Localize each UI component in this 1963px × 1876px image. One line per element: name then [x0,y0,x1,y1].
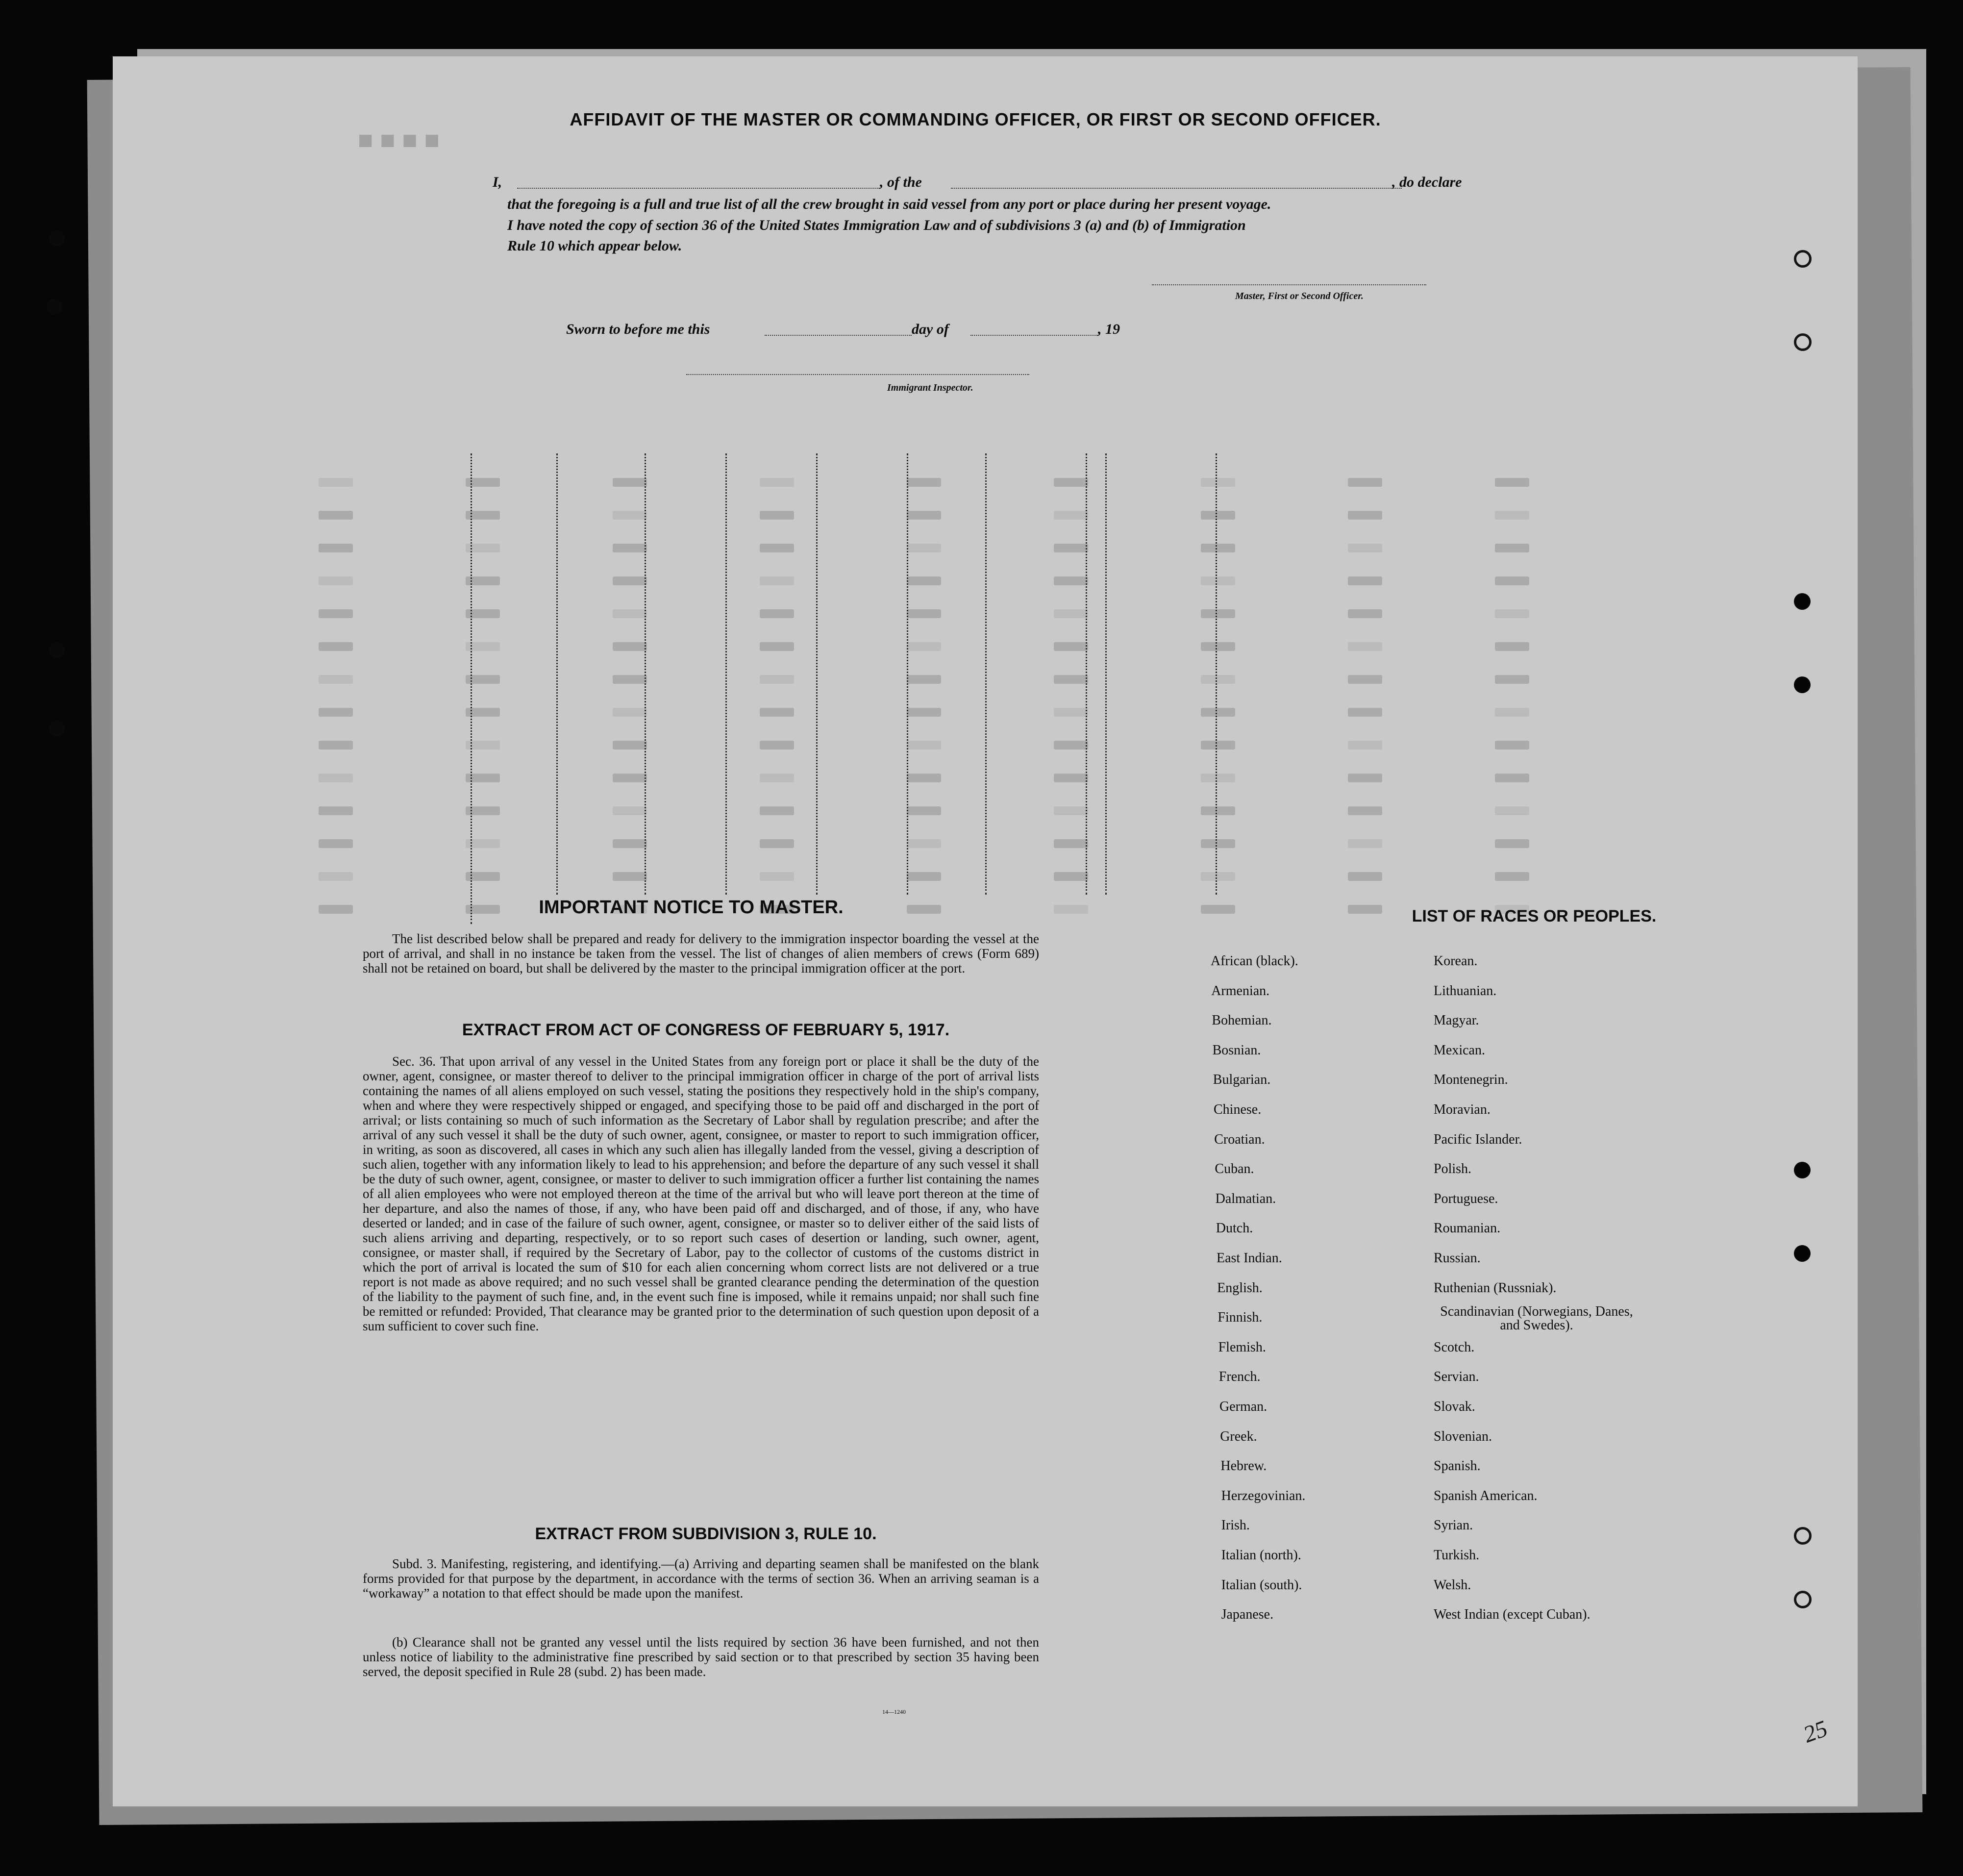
punch-hole [49,230,65,246]
sworn-mid: day of [912,321,949,337]
bleed-through-mark [760,576,794,585]
form-number: 14—1240 [882,1708,906,1715]
race-item: Bosnian. [1212,1042,1261,1058]
sworn-end: , 19 [1098,321,1120,337]
bleed-through-mark [1054,905,1088,914]
bleed-through-mark [1348,576,1382,585]
race-item: Ruthenian (Russniak). [1434,1280,1557,1296]
bleed-through-mark [319,708,353,717]
race-item: Irish. [1221,1518,1250,1533]
bleed-through-mark [760,478,794,487]
bleed-through-mark [1495,774,1529,782]
bleed-through-mark [760,839,794,848]
race-item: Slovak. [1434,1399,1475,1414]
bleed-through-mark [907,675,941,684]
race-item: Moravian. [1434,1102,1491,1117]
race-item: Russian. [1434,1251,1481,1266]
race-item: German. [1219,1399,1267,1414]
bleed-through-mark [613,675,647,684]
race-item: Japanese. [1221,1607,1274,1623]
race-item: Pacific Islander. [1434,1131,1522,1147]
bleed-through-mark [1495,675,1529,684]
bleed-through-mark [1054,741,1088,750]
bleed-through-mark [760,774,794,782]
bleed-through-mark [760,609,794,618]
bleed-through-mark [907,511,941,520]
notice-title: IMPORTANT NOTICE TO MASTER. [539,897,844,918]
affidavit-line3: I have noted the copy of section 36 of the United States Immigration Law and of subdivisions 3 (a) and (b) of Immigration [507,217,1246,233]
bleed-through-mark [760,708,794,717]
act-title: EXTRACT FROM ACT OF CONGRESS OF FEBRUARY 5, 1917. [462,1021,950,1039]
notice-body: The list described below shall be prepared and ready for delivery to the immigration inspector boarding the vessel at the port of arrival, and shall in no instance be taken from the vessel. The list of changes of alien members of crews (Form 689) shall not be retained on board, but shall be delivered by the master to the principal immigration officer at the port. [363,931,1039,976]
bleed-through-mark [613,544,647,552]
punch-hole [1794,1527,1812,1545]
race-item: Syrian. [1434,1518,1473,1533]
bleed-through-mark [1348,872,1382,881]
race-item: Spanish American. [1434,1488,1538,1503]
race-item: Korean. [1434,953,1478,969]
punch-hole [1794,676,1811,693]
bleed-through-mark [907,478,941,487]
bleed-through-mark [1348,478,1382,487]
bleed-through-row [319,544,1642,556]
bleed-through-row [319,675,1642,688]
bleed-through-mark [1201,806,1235,815]
bleed-through-mark [1495,609,1529,618]
column-rule [725,453,727,895]
bleed-through-mark [319,609,353,618]
vessel-blank [951,188,1402,189]
affidavit-line1-end: , do declare [1392,174,1462,190]
race-item: Servian. [1434,1369,1479,1385]
race-item: English. [1217,1280,1263,1296]
bleed-through-mark [760,741,794,750]
race-item: Herzegovinian. [1221,1488,1306,1503]
race-item: African (black). [1211,953,1298,969]
bleed-through-mark [907,708,941,717]
bleed-through-mark [1201,708,1235,717]
bleed-through-mark [1054,511,1088,520]
bleed-through-mark [319,806,353,815]
race-item: Montenegrin. [1434,1072,1508,1088]
rule-body-b: (b) Clearance shall not be granted any vessel until the lists required by section 36 have been furnished, and not then unless notice of liability to the administrative fine prescribed by said section or to that prescribed by section 35 having been served, the deposit specified in Rule 28 (subd. 2) has been made. [363,1635,1039,1679]
bleed-through-mark [613,642,647,651]
bleed-through-mark [613,741,647,750]
race-item: Flemish. [1218,1339,1266,1355]
race-item: Magyar. [1434,1013,1479,1028]
bleed-through-mark [613,609,647,618]
column-rule [1216,453,1217,895]
punch-hole [1794,250,1812,268]
bleed-through-mark [1054,872,1088,881]
bleed-through-mark [1495,544,1529,552]
punch-hole [1794,593,1811,610]
bleed-through-mark [1495,839,1529,848]
bleed-through-mark [760,642,794,651]
bleed-through-row [319,741,1642,753]
bleed-through-mark [319,839,353,848]
race-item: East Indian. [1217,1251,1282,1266]
affidavit-line2: that the foregoing is a full and true list of all the crew brought in said vessel from any port or place during her present voyage. [507,196,1271,212]
bleed-through-mark [1201,609,1235,618]
bleed-through-mark [1054,774,1088,782]
race-item: Lithuanian. [1434,983,1497,999]
affidavit-line4: Rule 10 which appear below. [507,238,682,254]
master-label: Master, First or Second Officer. [1235,291,1364,301]
bleed-through-mark [613,576,647,585]
race-item: Bulgarian. [1213,1072,1271,1088]
bleed-through-mark [1054,642,1088,651]
punch-hole [49,721,65,736]
column-rule [1086,453,1087,895]
bleed-through-mark [1495,511,1529,520]
race-item: Dutch. [1216,1221,1253,1236]
bleed-through-mark [319,872,353,881]
punch-hole [47,299,62,315]
race-item: Chinese. [1214,1102,1262,1117]
bleed-through-mark [907,576,941,585]
bleed-through-mark [1201,905,1235,914]
bleed-through-mark [1348,675,1382,684]
punch-hole [1794,333,1812,351]
column-rule [816,453,818,895]
race-item: Roumanian. [1434,1221,1501,1236]
document-page [113,56,1858,1806]
bleed-through-row [319,511,1642,524]
bleed-through-mark [1495,642,1529,651]
race-item: Scandinavian (Norwegians, Danes, and Swedes). [1440,1304,1633,1333]
bleed-through-mark [1201,544,1235,552]
punch-hole [1794,1245,1811,1262]
bleed-through-mark [1054,708,1088,717]
bleed-through-mark [1495,478,1529,487]
bleed-through-mark [1348,511,1382,520]
race-item: Mexican. [1434,1042,1485,1058]
sworn-start: Sworn to before me this [566,321,710,337]
bleed-through-mark [760,806,794,815]
name-blank [517,188,880,189]
bleed-through-mark [319,478,353,487]
bleed-through-mark [1348,544,1382,552]
bleed-through-mark [1348,609,1382,618]
punch-hole [1794,1591,1812,1608]
race-item: Slovenian. [1434,1428,1492,1444]
bleed-through-mark [1054,544,1088,552]
sworn-day-blank [765,335,912,336]
bleed-through-mark [613,839,647,848]
bleed-through-mark [319,642,353,651]
bleed-through-row [319,576,1642,589]
bleed-through-mark [907,806,941,815]
bleed-through-mark [1348,642,1382,651]
bleed-through-mark [1201,576,1235,585]
bleed-through-mark [1054,675,1088,684]
bleed-through-mark [1054,576,1088,585]
bleed-through-mark [319,905,353,914]
handwritten-page-number: 25 [1800,1715,1831,1748]
bleed-through-mark [1201,478,1235,487]
bleed-through-mark [907,774,941,782]
inspector-signature-line [686,374,1029,375]
race-item: Turkish. [1434,1548,1480,1563]
punch-hole [1794,1162,1811,1178]
race-item: Cuban. [1215,1161,1254,1177]
bleed-through-mark [907,872,941,881]
bleed-through-mark [760,872,794,881]
affidavit-line1-start: I, [493,174,502,190]
race-item: Croatian. [1214,1131,1265,1147]
bleed-through-mark [613,478,647,487]
bleed-through-mark [1054,806,1088,815]
bleed-through-mark [760,511,794,520]
bleed-through-row [319,839,1642,852]
bleed-through-mark [907,839,941,848]
bleed-through-mark [319,544,353,552]
race-item: West Indian (except Cuban). [1434,1607,1590,1623]
race-item: Italian (north). [1221,1548,1301,1563]
bleed-through-mark [319,511,353,520]
race-item: Welsh. [1434,1577,1471,1593]
race-item: Greek. [1220,1428,1257,1444]
bleed-through-mark [1201,642,1235,651]
affidavit-line1-mid: , of the [880,174,922,190]
bleed-through-mark [1495,806,1529,815]
bleed-through-row [319,708,1642,721]
bleed-through-mark [613,872,647,881]
race-item: Portuguese. [1434,1191,1498,1206]
bleed-through-mark [907,544,941,552]
bleed-through-mark [1201,774,1235,782]
bleed-through-mark [613,511,647,520]
race-item: Polish. [1434,1161,1472,1177]
bleed-through-row [319,774,1642,786]
bleed-through-mark [1348,741,1382,750]
bleed-through-mark [907,642,941,651]
bleed-through-row [319,872,1642,885]
bleed-through-mark [907,741,941,750]
races-title: LIST OF RACES OR PEOPLES. [1412,907,1657,925]
column-rule [907,453,908,895]
bleed-through-mark [613,708,647,717]
bleed-through-mark [613,806,647,815]
rule-title: EXTRACT FROM SUBDIVISION 3, RULE 10. [535,1525,877,1543]
race-item: Spanish. [1434,1458,1481,1474]
column-rule [645,453,646,895]
column-rule [985,453,987,895]
bleed-through-mark [1201,511,1235,520]
column-rule [556,453,558,895]
bleed-through-mark [760,544,794,552]
bleed-through-row [319,609,1642,622]
bleed-through-mark [1054,839,1088,848]
punch-hole [49,642,65,658]
master-signature-line [1152,284,1426,285]
bleed-through-row [319,806,1642,819]
race-item: Italian (south). [1221,1577,1302,1593]
bleed-through-mark [1348,839,1382,848]
rule-body-a: Subd. 3. Manifesting, registering, and identifying.—(a) Arriving and departing seamen shall be manifested on the blank forms provided for that purpose by the department, in accordance with the terms of section 36. When an arriving seaman is a “workaway” a notation to that effect should be made upon the manifest. [363,1556,1039,1601]
race-item: Armenian. [1211,983,1270,999]
bleed-through-mark [1495,708,1529,717]
bleed-through-mark [1201,675,1235,684]
inspector-label: Immigrant Inspector. [887,382,973,393]
bleed-through-row [319,478,1642,491]
affidavit-title: AFFIDAVIT OF THE MASTER OR COMMANDING OFFICER, OR FIRST OR SECOND OFFICER. [570,109,1381,129]
bleed-through-mark [319,741,353,750]
bleed-through-mark [1201,741,1235,750]
bleed-through-mark [319,576,353,585]
bleed-through-mark [1348,774,1382,782]
race-item: Hebrew. [1220,1458,1267,1474]
race-item: Scotch. [1434,1339,1475,1355]
bleed-through-mark [319,774,353,782]
column-rule [1105,453,1107,895]
bleed-through-mark [907,609,941,618]
bleed-through-mark [1495,872,1529,881]
race-item: Finnish. [1218,1310,1263,1326]
bleed-through-mark [1348,806,1382,815]
sworn-month-blank [970,335,1098,336]
bleed-through-mark [1054,478,1088,487]
bleed-through-mark [1054,609,1088,618]
act-body: Sec. 36. That upon arrival of any vessel in the United States from any foreign port or place it shall be the duty of the owner, agent, consignee, or master thereof to deliver to the principal immigration officer in charge of the port of arrival lists containing the names of all aliens employed on such vessel, stating the positions they respectively hold in the ship's company, when and where they were respectively shipped or engaged, and specifying those to be paid off and discharged in the port of arrival; or lists containing so much of such information as the Secretary of Labor shall by regulation prescribe; and after the arrival of any such vessel it shall be the duty of such owner, agent, consignee, or master to report to such immigration officer, in writing, as soon as discovered, all cases in which any such alien has illegally landed from the vessel, giving a description of such alien, together with any information likely to lead to his apprehension; and before the departure of any such vessel it shall be the duty of such owner, agent, consignee, or master to deliver to such immigration officer a further list containing the names of all alien employees who were not employed thereon at the time of the arrival but who will leave port thereon at the time of her departure, and also the names of those, if any, who have been paid off and discharged, and of those, if any, who have deserted or landed; and in case of the failure of such owner, agent, consignee, or master so to deliver either of the said lists of such aliens arriving and departing, respectively, or to so report such cases of desertion or landing, such owner, agent, consignee, or master shall, if required by the Secretary of Labor, pay to the collector of customs of the customs district in which the port of arrival is located the sum of $10 for each alien concerning whom correct lists are not delivered or a true report is not made as above required; and no such vessel shall be granted clearance pending the determination of the question of the liability to the payment of such fine, and, in the event such fine is imposed, while it remains unpaid; nor shall such fine be remitted or refunded: Provided, That clearance may be granted prior to the determination of such question upon deposit of a sum sufficient to cover such fine. [363,1054,1039,1333]
bleed-through-mark [319,675,353,684]
bleed-through-mark [1201,872,1235,881]
bleed-through-mark [1348,708,1382,717]
race-item: French. [1218,1369,1261,1385]
bleed-through-row [319,642,1642,655]
bleed-through-mark [613,774,647,782]
bleed-through-mark [1201,839,1235,848]
race-item: Dalmatian. [1215,1191,1276,1206]
bleed-through-mark [1495,741,1529,750]
bleed-through-mark [1495,576,1529,585]
bleed-through-text: ■■■■ [358,127,447,156]
race-item: Bohemian. [1212,1013,1272,1028]
bleed-through-mark [760,675,794,684]
column-rule [471,453,472,924]
